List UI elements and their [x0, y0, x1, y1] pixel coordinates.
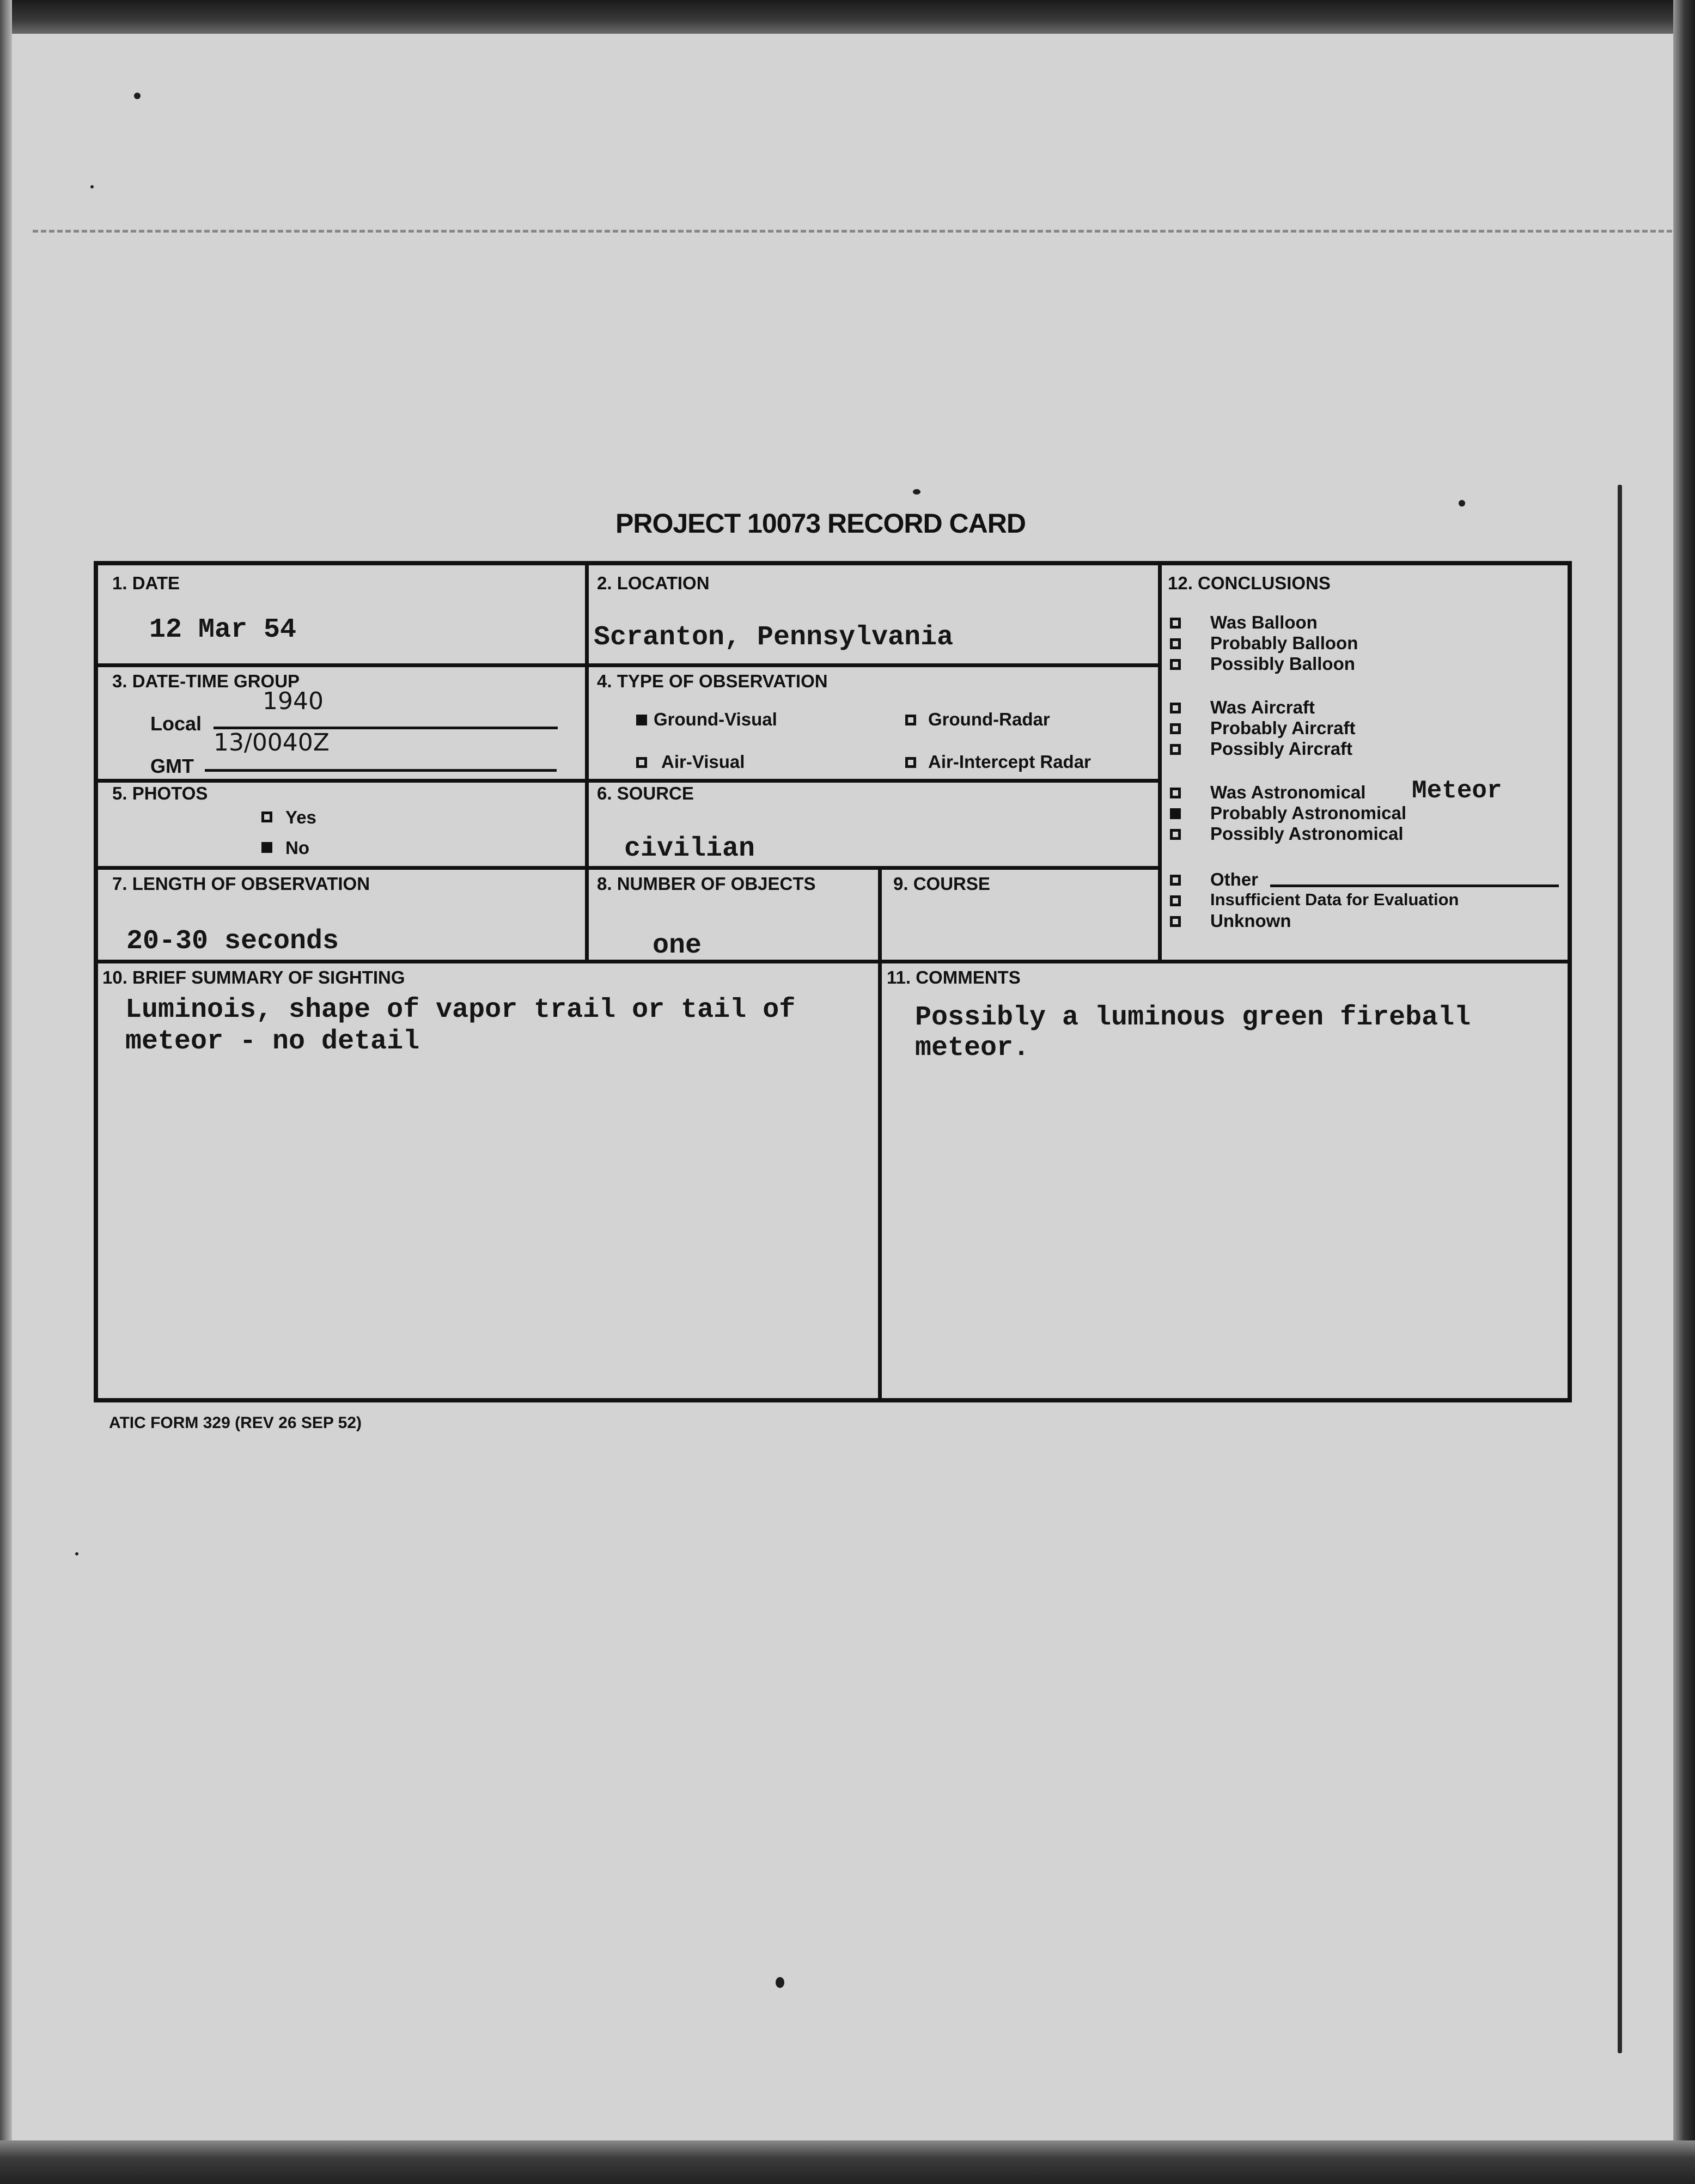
grid-line — [96, 779, 1160, 783]
insufficient-data-label: Insufficient Data for Evaluation — [1210, 890, 1459, 909]
photos-yes-checkbox[interactable] — [261, 812, 272, 822]
probably-astronomical-label: Probably Astronomical — [1210, 803, 1407, 823]
was-balloon-checkbox[interactable] — [1170, 618, 1181, 629]
gmt-value: 13/0040Z — [214, 729, 330, 757]
probably-balloon-checkbox[interactable] — [1170, 638, 1181, 649]
was-aircraft-label: Was Aircraft — [1210, 697, 1315, 717]
possibly-balloon-checkbox[interactable] — [1170, 659, 1181, 670]
air-intercept-radar-checkbox[interactable] — [905, 757, 916, 768]
gmt-label: GMT — [150, 755, 194, 777]
other-checkbox[interactable] — [1170, 875, 1181, 886]
observation-length-label: 7. LENGTH OF OBSERVATION — [112, 874, 370, 894]
was-astronomical-checkbox[interactable] — [1170, 788, 1181, 798]
ground-visual-checkbox[interactable] — [636, 715, 647, 725]
photos-no-checkbox[interactable] — [261, 842, 272, 853]
course-label: 9. COURSE — [893, 874, 990, 894]
was-astronomical-label: Was Astronomical — [1210, 782, 1366, 802]
summary-line: meteor - no detail — [125, 1026, 420, 1057]
probably-aircraft-checkbox[interactable] — [1170, 723, 1181, 734]
other-underline — [1270, 884, 1559, 887]
source-label: 6. SOURCE — [597, 783, 694, 803]
date-time-group-label: 3. DATE-TIME GROUP — [112, 671, 300, 691]
photos-label: 5. PHOTOS — [112, 783, 208, 803]
ground-visual-label: Ground-Visual — [654, 709, 777, 729]
was-balloon-label: Was Balloon — [1210, 612, 1318, 632]
gmt-underline — [205, 769, 557, 772]
probably-balloon-label: Probably Balloon — [1210, 633, 1358, 653]
possibly-aircraft-checkbox[interactable] — [1170, 744, 1181, 755]
location-label: 2. LOCATION — [597, 573, 710, 593]
scan-margin-line — [1618, 485, 1622, 2053]
conclusions-label: 12. CONCLUSIONS — [1168, 573, 1331, 593]
grid-line — [878, 867, 882, 1401]
local-time-label: Local — [150, 712, 202, 735]
grid-line — [1158, 564, 1162, 962]
summary-line: Luminois, shape of vapor trail or tail of — [125, 995, 796, 1026]
comments-line: Possibly a luminous green fireball — [915, 1002, 1471, 1033]
unknown-label: Unknown — [1210, 911, 1291, 931]
photos-no-label: No — [285, 838, 309, 858]
local-time-value: 1940 — [263, 687, 324, 715]
photos-yes-label: Yes — [285, 807, 316, 827]
air-visual-checkbox[interactable] — [636, 757, 647, 768]
ground-radar-label: Ground-Radar — [928, 709, 1050, 729]
scan-speck — [75, 1552, 78, 1555]
grid-line — [96, 960, 1570, 963]
grid-line — [96, 663, 1160, 667]
grid-line — [585, 564, 589, 962]
ground-radar-checkbox[interactable] — [905, 715, 916, 725]
summary-label: 10. BRIEF SUMMARY OF SIGHTING — [102, 967, 405, 987]
scan-right-edge — [1673, 0, 1695, 2184]
scan-speck — [776, 1977, 784, 1988]
astronomical-note: Meteor — [1412, 777, 1502, 805]
observation-type-label: 4. TYPE OF OBSERVATION — [597, 671, 828, 691]
scan-fold-line — [33, 230, 1672, 233]
scan-top-edge — [0, 0, 1695, 34]
object-count-value: one — [653, 930, 702, 961]
possibly-balloon-label: Possibly Balloon — [1210, 654, 1355, 674]
probably-astronomical-checkbox[interactable] — [1170, 808, 1181, 819]
scan-speck — [913, 489, 920, 495]
card-title: PROJECT 10073 RECORD CARD — [615, 508, 1026, 539]
air-intercept-radar-label: Air-Intercept Radar — [928, 752, 1091, 772]
scan-speck — [1459, 500, 1465, 507]
date-value: 12 Mar 54 — [149, 614, 297, 645]
grid-line — [96, 866, 1160, 870]
scan-bottom-edge — [0, 2140, 1695, 2184]
object-count-label: 8. NUMBER OF OBJECTS — [597, 874, 816, 894]
unknown-checkbox[interactable] — [1170, 916, 1181, 927]
observation-length-value: 20-30 seconds — [126, 926, 339, 957]
comments-label: 11. COMMENTS — [887, 967, 1021, 987]
comments-line: meteor. — [915, 1033, 1030, 1064]
air-visual-label: Air-Visual — [661, 752, 745, 772]
scan-speck — [134, 93, 141, 99]
possibly-astronomical-label: Possibly Astronomical — [1210, 823, 1404, 844]
form-number: ATIC FORM 329 (REV 26 SEP 52) — [109, 1414, 362, 1432]
was-aircraft-checkbox[interactable] — [1170, 703, 1181, 713]
location-value: Scranton, Pennsylvania — [594, 622, 954, 653]
scan-left-edge — [0, 0, 12, 2184]
scan-speck — [90, 185, 94, 188]
date-label: 1. DATE — [112, 573, 180, 593]
possibly-aircraft-label: Possibly Aircraft — [1210, 739, 1353, 759]
insufficient-data-checkbox[interactable] — [1170, 895, 1181, 906]
other-label: Other — [1210, 869, 1259, 889]
probably-aircraft-label: Probably Aircraft — [1210, 718, 1356, 738]
source-value: civilian — [624, 833, 755, 864]
possibly-astronomical-checkbox[interactable] — [1170, 829, 1181, 840]
